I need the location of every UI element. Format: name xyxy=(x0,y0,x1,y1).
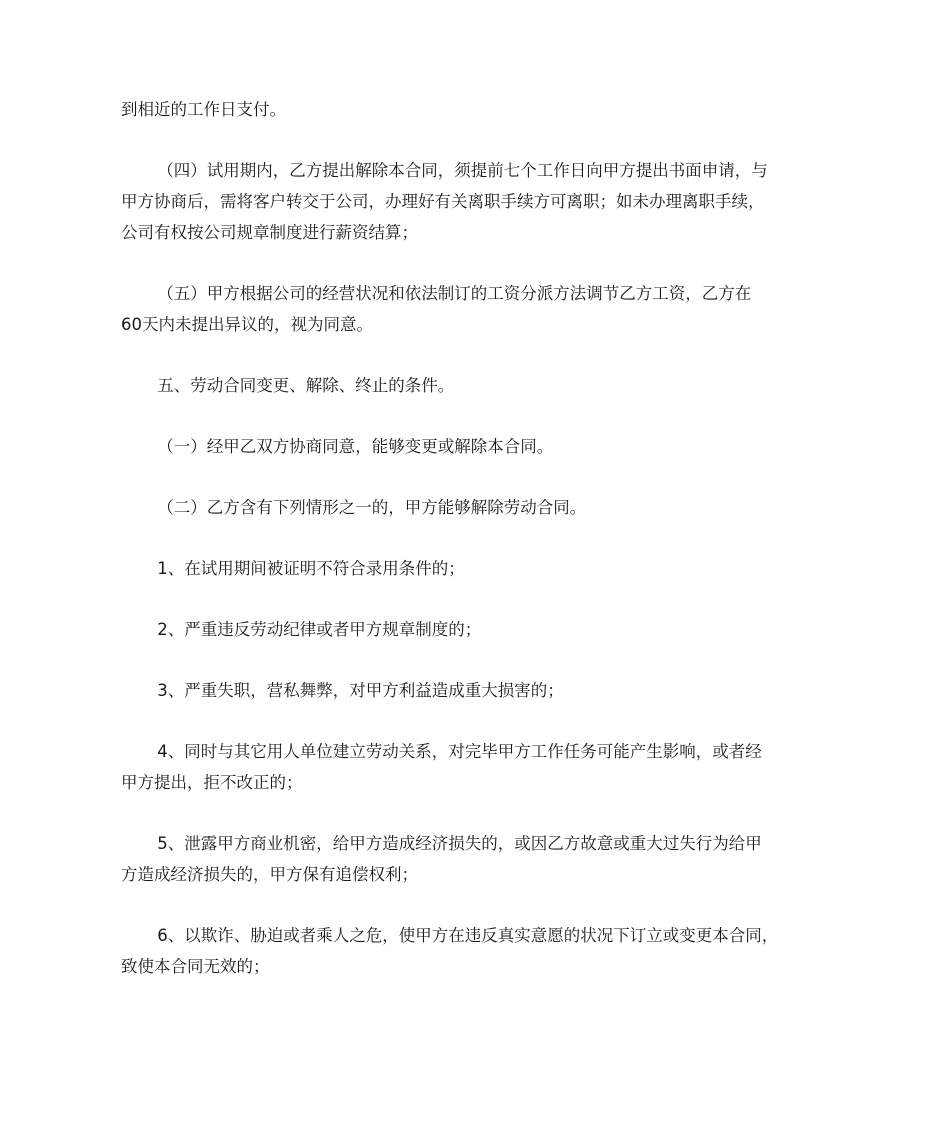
text-line: 到相近的工作日支付。 xyxy=(121,100,286,119)
text-line: （四）试用期内，乙方提出解除本合同，须提前七个工作日向甲方提出书面申请，与 xyxy=(157,161,768,180)
section-heading-contract-conditions xyxy=(121,370,833,401)
document-body xyxy=(121,94,833,1012)
paragraph-termination-grounds xyxy=(121,492,833,523)
list-item-2 xyxy=(121,614,833,645)
list-item-1 xyxy=(121,553,833,584)
text-line: 1、在试用期间被证明不符合录用条件的； xyxy=(157,559,465,578)
text-line: （五）甲方根据公司的经营状况和依法制订的工资分派方法调节乙方工资，乙方在 xyxy=(157,284,752,303)
list-item-4 xyxy=(121,736,833,798)
list-item-5 xyxy=(121,828,833,890)
text-line: 方造成经济损失的，甲方保有追偿权利； xyxy=(121,865,418,884)
text-line: （二）乙方含有下列情形之一的，甲方能够解除劳动合同。 xyxy=(157,498,587,517)
paragraph-mutual-agreement xyxy=(121,431,833,462)
text-line: 甲方协商后，需将客户转交于公司，办理好有关离职手续方可离职；如未办理离职手续， xyxy=(121,192,765,211)
list-item-3 xyxy=(121,675,833,706)
text-line: 致使本合同无效的； xyxy=(121,957,270,976)
paragraph-probation-termination xyxy=(121,155,833,248)
text-line: 甲方提出，拒不改正的； xyxy=(121,773,303,792)
text-line: 公司有权按公司规章制度进行薪资结算； xyxy=(121,223,418,242)
text-line: 3、严重失职，营私舞弊，对甲方利益造成重大损害的； xyxy=(157,681,564,700)
text-line: 4、同时与其它用人单位建立劳动关系，对完毕甲方工作任务可能产生影响，或者经 xyxy=(157,742,762,761)
text-line: 5、泄露甲方商业机密，给甲方造成经济损失的，或因乙方故意或重大过失行为给甲 xyxy=(157,834,762,853)
text-line: 五、劳动合同变更、解除、终止的条件。 xyxy=(157,376,455,395)
list-item-6 xyxy=(121,920,833,982)
paragraph-payment-date xyxy=(121,94,833,125)
text-line: 60天内未提出异议的，视为同意。 xyxy=(121,315,373,334)
text-line: 2、严重违反劳动纪律或者甲方规章制度的； xyxy=(157,620,482,639)
paragraph-salary-adjustment xyxy=(121,278,833,340)
text-line: （一）经甲乙双方协商同意，能够变更或解除本合同。 xyxy=(157,437,554,456)
text-line: 6、以欺诈、胁迫或者乘人之危，使甲方在违反真实意愿的状况下订立或变更本合同， xyxy=(157,926,779,945)
